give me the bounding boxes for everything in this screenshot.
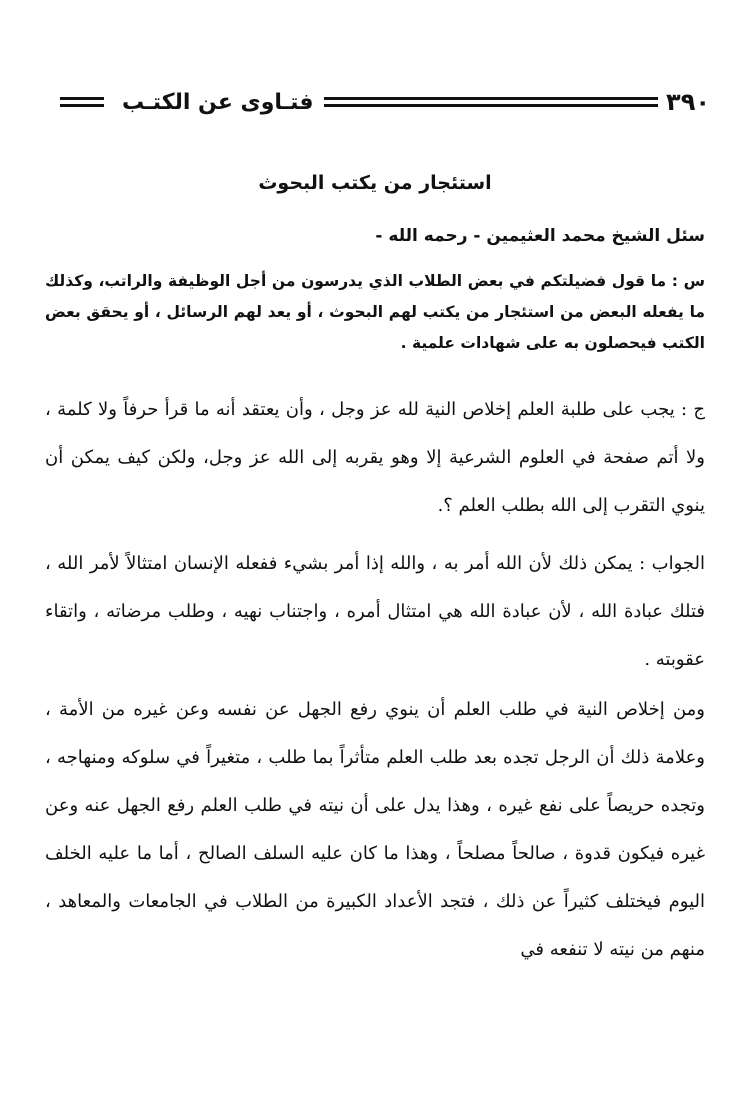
running-header	[60, 82, 710, 122]
page-number: ٣٩٠	[666, 88, 710, 116]
answer-paragraph: ومن إخلاص النية في طلب العلم أن ينوي رفع الجهل عن نفسه وعن غيره من الأمة ، وعلامة ذلك أن الرجل تجده بعد طلب العلم متأثراً بما طلب ، متغيراً في سلوكه ومنهاجه ، وتجده حريصاً على نفع غيره ، وهذا يدل على أن نيته في طلب العلم رفع الجهل عنه وعن غيره فيكون قدوة ، صالحاً مصلحاً ، وهذا ما كان عليه السلف الصالح ، أما ما عليه الخلف اليوم فيختلف كثيراً عن ذلك ، فتجد الأعداد الكبيرة من الطلاب في الجامعات والمعاهد ، منهم من نيته لا تنفعه في	[45, 699, 705, 960]
book-title: فتـاوى عن الكتـب	[122, 89, 314, 115]
answer-paragraph: ج : يجب على طلبة العلم إخلاص النية لله عز وجل ، وأن يعتقد أنه ما قرأ حرفاً ولا كلمة ، ولا أتم صفحة في العلوم الشرعية إلا وهو يقربه إلى الله عز وجل، ولكن كيف يمكن أن ينوي التقرب إلى الله بطلب العلم ؟.	[45, 399, 705, 516]
header-rule-long	[324, 97, 659, 107]
answer-paragraph: الجواب : يمكن ذلك لأن الله أمر به ، والله إذا أمر بشيء ففعله الإنسان امتثالاً لأمر الله ، فتلك عبادة الله ، لأن عبادة الله هي امتثال أمره ، واجتناب نهيه ، وطلب مرضاته ، واتقاء عقوبته .	[45, 553, 705, 670]
header-rule-short	[60, 97, 104, 107]
section-title: استئجار من يكتب البحوث	[258, 172, 492, 194]
question-text: س : ما قول فضيلتكم في بعض الطلاب الذي يدرسون من أجل الوظيفة والراتب، وكذلك ما يفعله البعض من استئجار من يكتب لهم البحوث ، أو يعد لهم الرسائل ، أو يحقق بعض الكتب فيحصلون به على شهادات علمية .	[45, 272, 705, 352]
question-intro: سئل الشيخ محمد العثيمين - رحمه الله -	[375, 226, 705, 246]
